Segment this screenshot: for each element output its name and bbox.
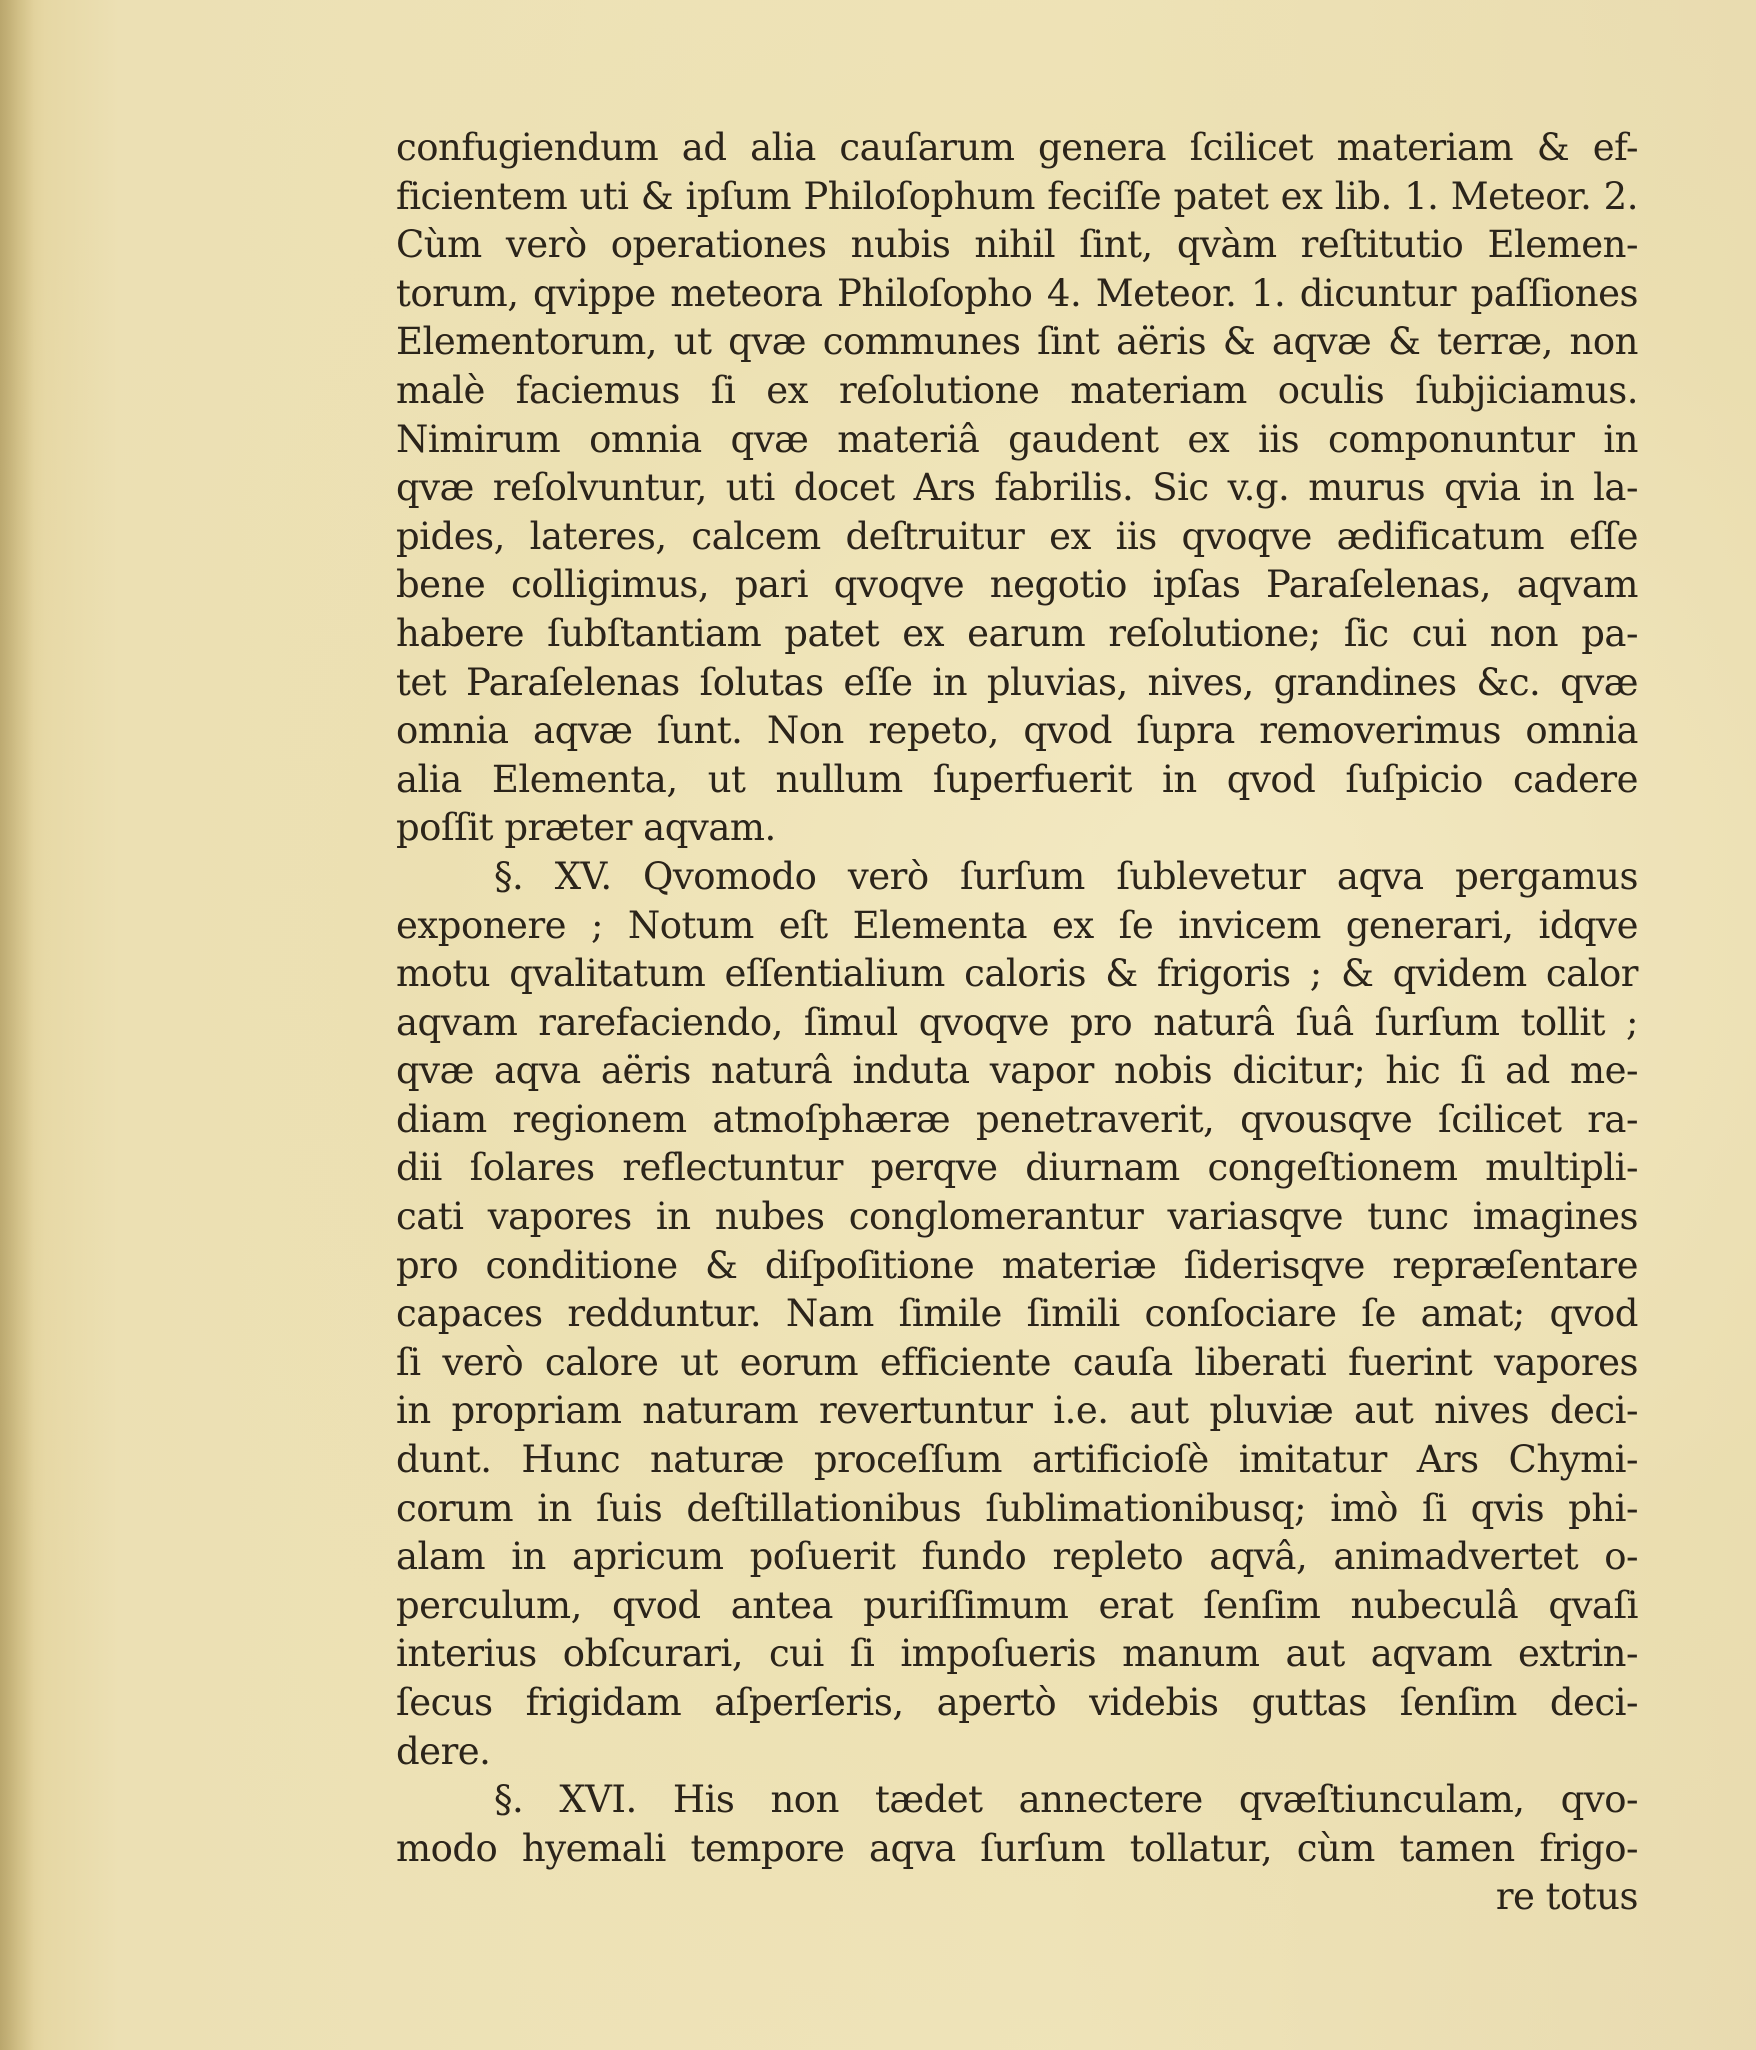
text-line: bene colligimus, pari qvoqve negotio ipſas Paraſelenas, aqvam	[396, 563, 1638, 607]
text-line: alam in apricum poſuerit fundo repleto aqvâ, animadvertet o-	[396, 1535, 1638, 1579]
text-line: Elementorum, ut qvæ communes ſint aëris & aqvæ & terræ, non	[396, 320, 1638, 364]
text-line: capaces redduntur. Nam ſimile ſimili conſociare ſe amat; qvod	[396, 1292, 1638, 1336]
text-line: confugiendum ad alia cauſarum genera ſcilicet materiam & ef-	[396, 126, 1638, 169]
text-line: dere.	[396, 1729, 491, 1773]
section-heading-xv: §. XV. Qvomodo verò ſurſum ſublevetur aqva pergamus	[494, 854, 1638, 898]
catchword: re totus	[1495, 1875, 1638, 1919]
text-line: torum, qvippe meteora Philoſopho 4. Meteor. 1. dicuntur paſſiones	[396, 271, 1638, 315]
text-line: pro conditione & diſpoſitione materiæ ſiderisqve repræſentare	[396, 1243, 1638, 1287]
text-line: exponere ; Notum eſt Elementa ex ſe invicem generari, idqve	[396, 903, 1638, 947]
section-heading-xvi: §. XVI. His non tædet annectere qvæſtiunculam, qvo-	[494, 1778, 1638, 1822]
text-line: tet Paraſelenas ſolutas eſſe in pluvias, nives, grandines &c. qvæ	[396, 660, 1638, 704]
text-line: in propriam naturam revertuntur i.e. aut pluviæ aut nives deci-	[396, 1389, 1638, 1433]
text-line: ſecus frigidam aſperſeris, apertò videbis guttas ſenſim deci-	[396, 1681, 1638, 1724]
text-line: motu qvalitatum eſſentialium caloris & frigoris ; & qvidem calor	[396, 952, 1638, 996]
text-line: habere ſubſtantiam patet ex earum reſolutione; ſic cui non pa-	[396, 611, 1638, 655]
text-line: omnia aqvæ ſunt. Non repeto, qvod ſupra removerimus omnia	[396, 709, 1638, 753]
body-text	[396, 124, 1638, 1922]
text-line: modo hyemali tempore aqva ſurſum tollatur, cùm tamen frigo-	[396, 1826, 1638, 1870]
text-line: dii ſolares reflectuntur perqve diurnam congeſtionem multipli-	[396, 1146, 1638, 1190]
text-line: dunt. Hunc naturæ proceſſum artificioſè imitatur Ars Chymi-	[396, 1438, 1638, 1482]
text-line: qvæ aqva aëris naturâ induta vapor nobis dicitur; hic ſi ad me-	[396, 1049, 1638, 1093]
text-line: aqvam rarefaciendo, ſimul qvoqve pro naturâ ſuâ ſurſum tollit ;	[396, 1000, 1638, 1044]
text-line: corum in ſuis deſtillationibus ſublimationibusq; imò ſi qvis phi-	[396, 1486, 1638, 1530]
text-line: Nimirum omnia qvæ materiâ gaudent ex iis componuntur in	[396, 417, 1638, 461]
text-line: interius obſcurari, cui ſi impoſueris manum aut aqvam extrin-	[396, 1632, 1638, 1676]
text-line: cati vapores in nubes conglomerantur variasqve tunc imagines	[396, 1195, 1638, 1239]
text-line: ſi verò calore ut eorum efficiente cauſa liberati fuerint vapores	[396, 1340, 1638, 1384]
text-line: qvæ reſolvuntur, uti docet Ars fabrilis. Sic v.g. murus qvia in la-	[396, 466, 1638, 510]
text-line: pides, lateres, calcem deſtruitur ex iis qvoqve ædificatum eſſe	[396, 514, 1638, 558]
text-line: diam regionem atmoſphæræ penetraverit, qvousqve ſcilicet ra-	[396, 1097, 1638, 1141]
text-line: alia Elementa, ut nullum ſuperfuerit in qvod ſuſpicio cadere	[396, 757, 1638, 801]
text-line: poſſit præter aqvam.	[396, 806, 776, 850]
text-line: malè faciemus ſi ex reſolutione materiam oculis ſubjiciamus.	[396, 368, 1638, 412]
text-line: ficientem uti & ipſum Philoſophum feciſſe patet ex lib. 1. Meteor. 2.	[396, 174, 1638, 218]
text-line: Cùm verò operationes nubis nihil ſint, qvàm reſtitutio Elemen-	[396, 223, 1638, 267]
text-line: perculum, qvod antea puriſſimum erat ſenſim nubeculâ qvaſi	[396, 1583, 1638, 1627]
